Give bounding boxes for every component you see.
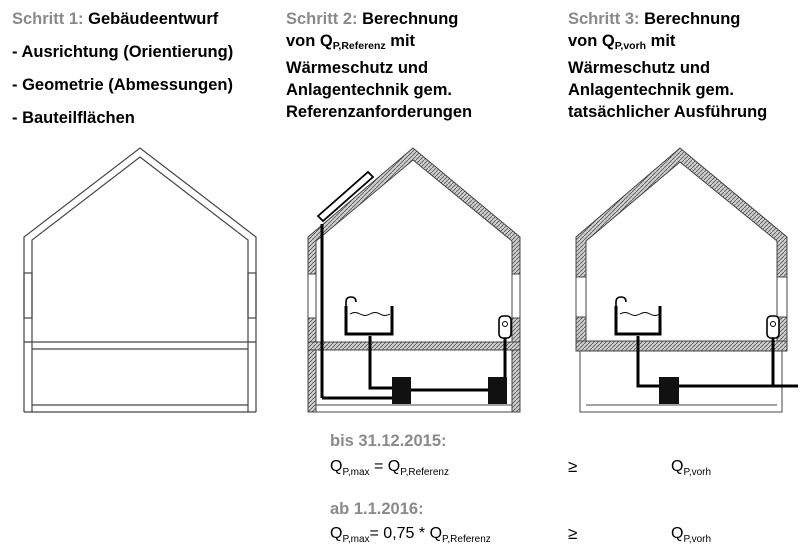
requirement-2-period: ab 1.1.2016: xyxy=(330,500,424,518)
house-1-window-right xyxy=(248,273,256,318)
house-3-bathtub-water xyxy=(620,313,660,316)
house-3-window-right xyxy=(777,277,787,317)
house-1-shell xyxy=(24,148,256,412)
house-3-ceiling-slab xyxy=(576,341,787,351)
house-2-wall-right-lower xyxy=(512,318,520,412)
step1-item-orientation: - Ausrichtung (Orientierung) xyxy=(12,43,234,61)
step3-heading: Schritt 3: Berechnung xyxy=(568,10,741,28)
house-3-heat-unit xyxy=(659,377,679,404)
requirement-1-formula: $Q_{P,max} = Q_{P,Referenz}$ xyxy=(330,458,449,478)
house-1-window-left xyxy=(24,273,32,318)
step2-quantity: von $Q_{P,Referenz}$ mit xyxy=(286,32,416,52)
requirement-2-relation: ≥ xyxy=(568,524,578,543)
house-1-inner-outline xyxy=(32,157,248,412)
house-3-window-left xyxy=(576,277,586,317)
house-3-basement-outline xyxy=(580,351,782,412)
house-2-insulated-roof-walls xyxy=(308,148,520,274)
step3-line-2: Anlagentechnik gem. xyxy=(568,81,734,99)
house-2-bathtub-water xyxy=(350,313,390,316)
house-1-outer-outline xyxy=(24,148,256,412)
house-3-bathtub xyxy=(616,306,660,334)
house-2-boiler xyxy=(488,377,507,404)
house-2-storage-tank xyxy=(392,377,411,404)
requirement-2-result: $Q_{P,vorh}$ xyxy=(671,525,712,545)
step3-line-3: tatsächlicher Ausführung xyxy=(568,103,768,121)
step2-heading: Schritt 2: Berechnung xyxy=(286,10,459,28)
step2-line-1: Wärmeschutz und xyxy=(286,59,429,77)
house-2-window-left xyxy=(308,274,316,318)
house-2-faucet xyxy=(346,297,356,306)
house-2-wall-left-lower xyxy=(308,318,316,412)
requirement-2-formula: $Q_{P,max}= 0,75 * Q_{P,Referenz}$ xyxy=(330,525,491,545)
step3-line-1: Wärmeschutz und xyxy=(568,59,711,77)
step2-line-3: Referenzanforderungen xyxy=(286,103,473,121)
house-3-wall-left-lower xyxy=(576,317,586,341)
step2-line-2: Anlagentechnik gem. xyxy=(286,81,452,99)
house-3-shell xyxy=(576,148,798,412)
requirement-1-period: bis 31.12.2015: xyxy=(330,432,447,450)
house-2-ceiling-slab xyxy=(308,342,520,350)
requirement-1-relation: ≥ xyxy=(568,457,578,476)
house-2-shell xyxy=(308,148,520,412)
house-3-insulated-roof-walls xyxy=(576,148,787,277)
house-2-window-right xyxy=(512,274,520,318)
requirement-1-result: $Q_{P,vorh}$ xyxy=(671,458,712,478)
house-2-bathtub xyxy=(346,306,392,334)
house-3-faucet xyxy=(616,297,626,306)
step3-quantity: von $Q_{P,vorh}$ mit xyxy=(568,32,676,52)
step1-item-geometry: - Geometrie (Abmessungen) xyxy=(12,76,233,94)
step1-heading: Schritt 1: Gebäudeentwurf xyxy=(12,10,219,28)
step1-item-areas: - Bauteilflächen xyxy=(12,109,135,127)
